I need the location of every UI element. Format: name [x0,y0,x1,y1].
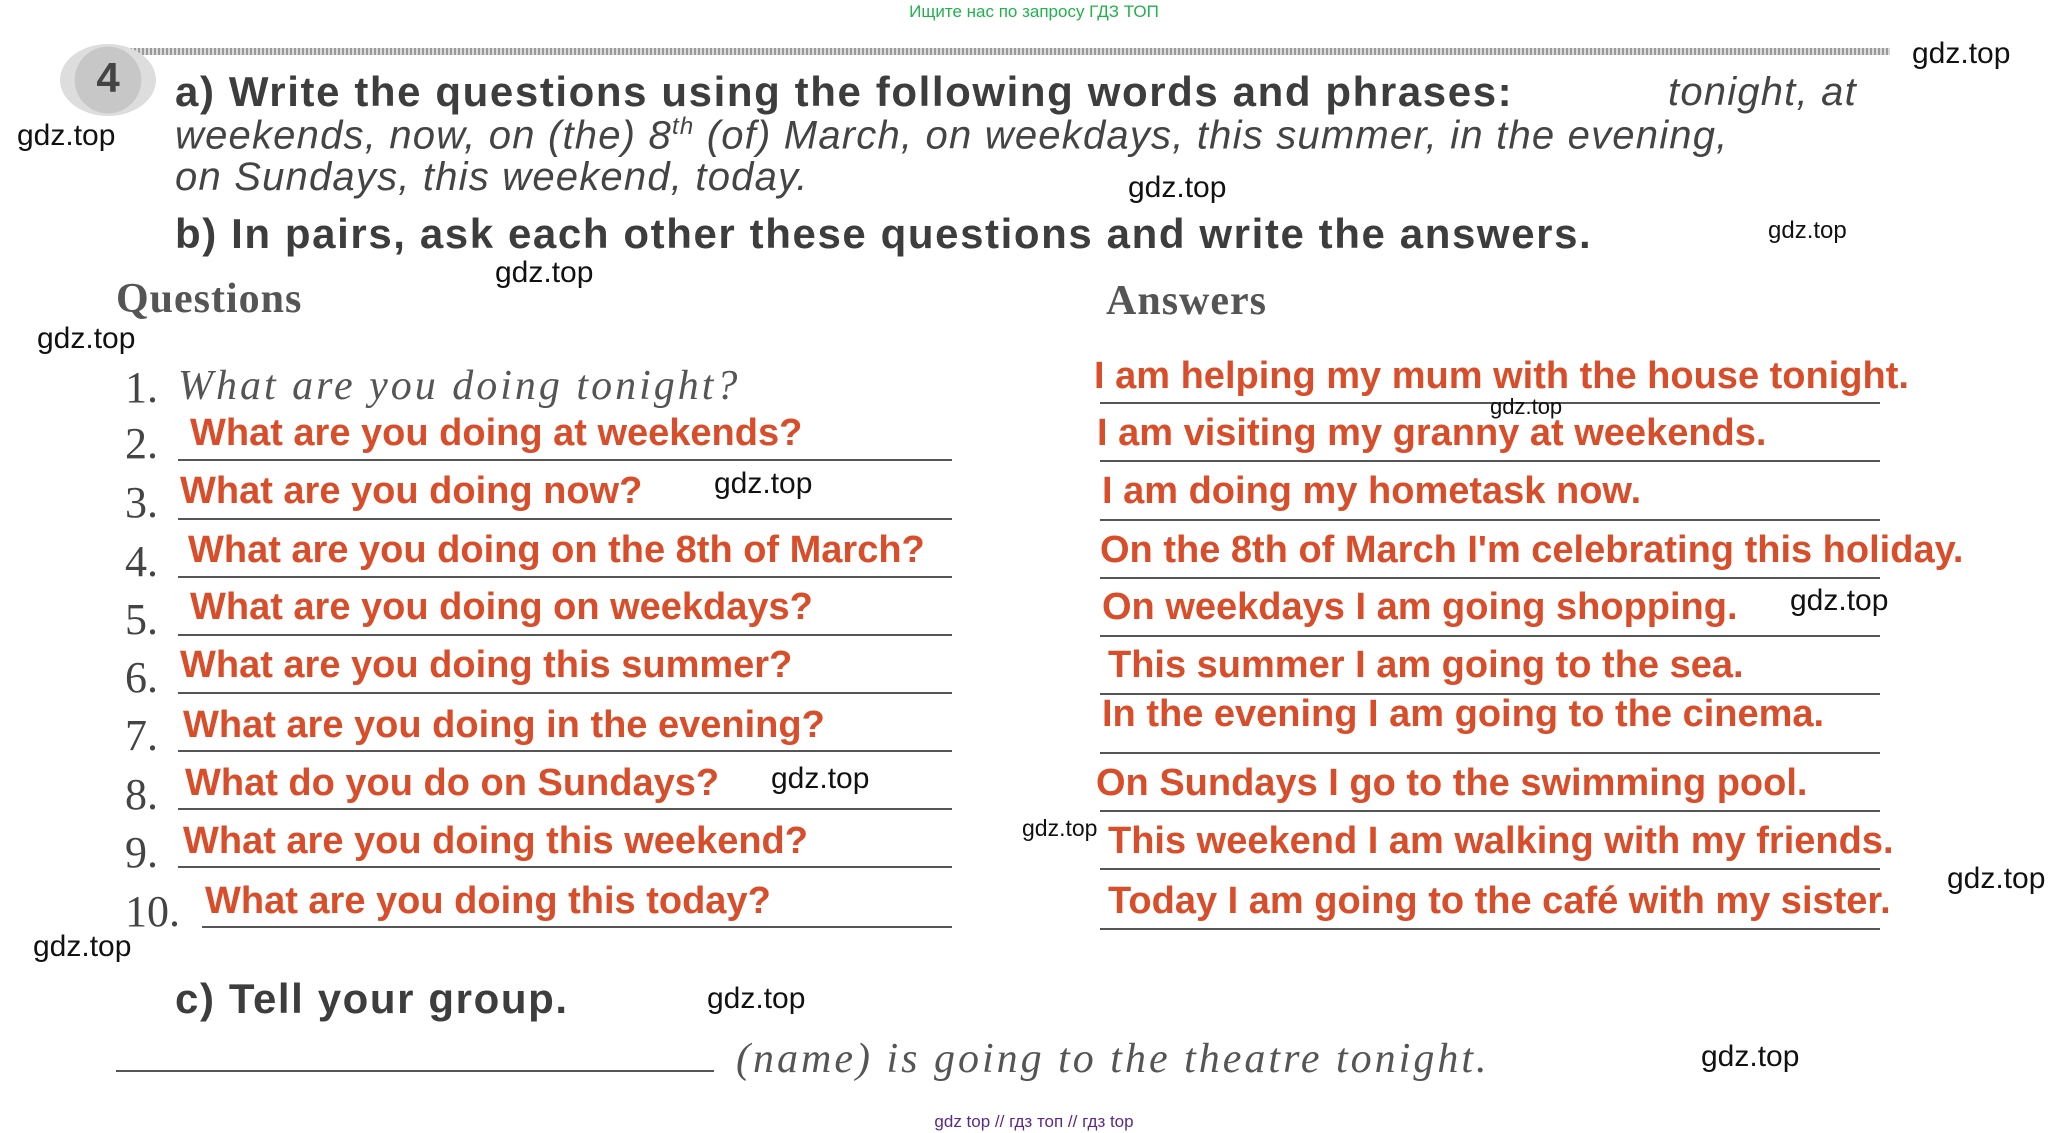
question-text: What are you doing now? [180,470,643,512]
row-number: 10. [125,887,180,936]
watermark: gdz.top [707,982,806,1015]
task-c: c) Tell your group. [175,975,569,1022]
answer-text: I am helping my mum with the house tonight. [1094,355,1909,397]
question-line [178,634,952,636]
answer-text: On the 8th of March I'm celebrating this holiday. [1100,529,1964,571]
question-line [178,459,952,461]
header-dotted-rule [130,48,1890,55]
watermark: gdz.top [771,762,870,795]
row-number: 6. [125,653,158,702]
question-text: What are you doing at weekends? [190,412,803,454]
question-line [178,866,952,868]
question-text: What are you doing in the evening? [183,704,825,746]
answer-text: On weekdays I am going shopping. [1102,586,1738,628]
row-number: 8. [125,770,158,819]
task-a-words-line2-post: (of) March, on weekdays, this summer, in the evening, [694,113,1729,158]
watermark: gdz.top [495,256,594,289]
exercise-number-badge [60,44,156,116]
task-a-words-line3: on Sundays, this weekend, today. [175,155,809,199]
row-number: 3. [125,478,158,527]
question-text: What are you doing this today? [205,880,771,922]
answer-line [1100,928,1880,930]
row-number: 9. [125,828,158,877]
row-number: 1. [125,363,158,412]
watermark: gdz.top [1490,394,1563,419]
question-text: What are you doing on weekdays? [190,586,813,628]
answer-text: Today I am going to the café with my sister. [1108,880,1891,922]
question-line [202,926,952,928]
task-a-words-line1: tonight, at [1668,70,1857,114]
row-number: 7. [125,711,158,760]
answers-heading: Answers [1106,278,1267,324]
watermark: gdz.top [1768,217,1847,244]
task-a-words-line2 [175,113,1729,158]
question-example: What are you doing tonight? [178,363,741,409]
question-line [178,808,952,810]
question-text: What are you doing on the 8th of March? [188,529,925,571]
question-text: What do you do on Sundays? [185,762,720,804]
task-b: b) In pairs, ask each other these questions and write the answers. [175,210,1593,257]
answer-line [1100,519,1880,521]
answer-line [1100,810,1880,812]
watermark: gdz.top [1947,862,2046,895]
bottom-banner[interactable]: gdz top // гдз топ // гдз top [934,1112,1134,1131]
answer-line [1100,460,1880,462]
answer-line [1100,752,1880,754]
closing-sentence: (name) is going to the theatre tonight. [736,1036,1490,1082]
answer-text: On Sundays I go to the swimming pool. [1096,762,1808,804]
watermark: gdz.top [33,930,132,963]
answer-text: In the evening I am going to the cinema. [1102,693,1825,735]
row-number: 5. [125,595,158,644]
answer-line [1100,577,1880,579]
answer-line [1100,868,1880,870]
watermark: gdz.top [714,467,813,500]
watermark: gdz.top [37,322,136,355]
watermark: gdz.top [1701,1040,1800,1073]
question-line [178,750,952,752]
task-a-label: a) Write the questions using the following words and phrases: [175,68,1514,115]
watermark: gdz.top [17,119,116,152]
question-line [178,518,952,520]
question-text: What are you doing this summer? [180,644,793,686]
answer-text: I am visiting my granny at weekends. [1097,412,1767,454]
task-a-words-line2-pre: weekends, now, on (the) 8 [175,113,672,158]
watermark: gdz.top [1790,584,1889,617]
task-a-words-sup: th [671,113,695,140]
answer-line [1100,635,1880,637]
name-blank-line [116,1070,714,1072]
watermark: gdz.top [1912,37,2011,70]
answer-text: I am doing my hometask now. [1102,470,1642,512]
questions-heading: Questions [116,276,303,322]
watermark: gdz.top [1128,171,1227,204]
question-line [178,576,952,578]
exercise-number: 4 [96,54,120,101]
watermark: gdz.top [1022,815,1098,841]
row-number: 2. [125,419,158,468]
row-number: 4. [125,537,158,586]
answer-text: This summer I am going to the sea. [1108,644,1744,686]
top-banner[interactable]: Ищите нас по запросу ГДЗ ТОП [909,2,1159,21]
question-text: What are you doing this weekend? [183,820,808,862]
question-line [178,692,952,694]
answer-text: This weekend I am walking with my friends. [1108,820,1894,862]
